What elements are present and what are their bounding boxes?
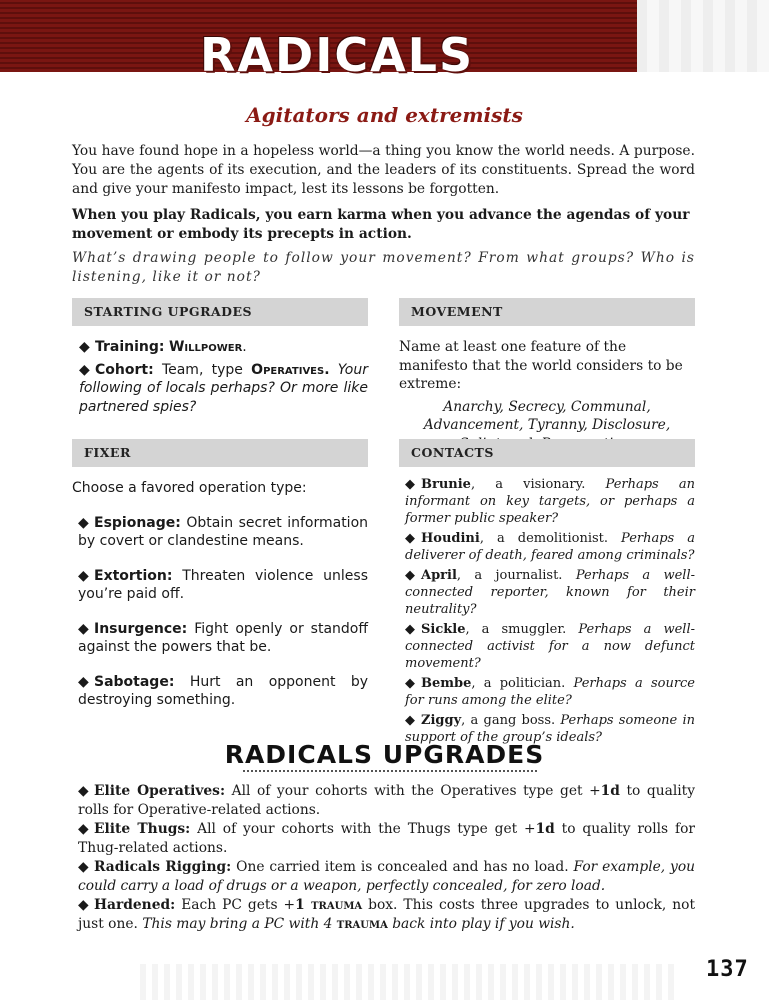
cohort-value: Operatives. — [251, 361, 330, 378]
diamond-bullet-icon: ◆ — [405, 676, 415, 691]
movement-text: Name at least one feature of the manifesto that the world considers to be extreme: — [399, 339, 683, 392]
diamond-bullet-icon: ◆ — [405, 477, 415, 492]
starting-upgrades-list — [79, 338, 368, 420]
diamond-bullet-icon: ◆ — [78, 673, 89, 690]
fixer-heading: FIXER — [72, 439, 368, 467]
diamond-bullet-icon: ◆ — [78, 620, 89, 637]
diamond-bullet-icon: ◆ — [78, 783, 89, 799]
diamond-bullet-icon: ◆ — [78, 859, 89, 875]
list-item: ◆ Sickle, a smuggler. Perhaps a well-connected activist for a now defunct movement? — [405, 622, 695, 671]
cohort-item — [79, 361, 368, 417]
starting-upgrades-heading: STARTING UPGRADES — [72, 298, 368, 326]
diamond-bullet-icon: ◆ — [405, 622, 415, 637]
training-value: Willpower — [168, 339, 243, 355]
cohort-text: Team, type — [161, 361, 243, 378]
cohort-note: Your following of locals perhaps? Or more like partnered spies? — [79, 361, 368, 415]
diamond-bullet-icon: ◆ — [78, 821, 89, 837]
diamond-bullet-icon: ◆ — [79, 361, 90, 378]
movement-options: Anarchy, Secrecy, Communal, Advancement, Tyranny, Disclosure, — [423, 398, 671, 433]
list-item: ◆ Radicals Rigging: One carried item is concealed and has no load. For example, you could carry a load of drugs or a weapon, perfectly concealed, for zero load. — [78, 859, 696, 894]
fixer-section — [72, 479, 368, 726]
list-item: ◆ Hardened: Each PC gets +1 trauma box. This costs three upgrades to unlock, not just one. This may bring a PC with 4 trauma back into play if you wish. — [78, 897, 695, 932]
diamond-bullet-icon: ◆ — [79, 339, 90, 355]
list-item: ◆ April, a journalist. Perhaps a well-connected reporter, known for their neutrality? — [405, 568, 696, 617]
cohort-label: Cohort: — [95, 361, 154, 378]
movement-heading: MOVEMENT — [399, 298, 695, 326]
diamond-bullet-icon: ◆ — [405, 531, 415, 546]
list-item: ◆ Espionage: Obtain secret information by covert or clandestine means. — [78, 514, 369, 549]
contacts-heading: CONTACTS — [399, 439, 695, 467]
prompt-question: What’s drawing people to follow your movement? From what groups? Who is listening, like it or not? — [72, 250, 695, 285]
page-number: 137 — [706, 957, 749, 982]
list-item: ◆ Elite Thugs: All of your cohorts with the Thugs type get +1d to quality rolls for Thug-related actions. — [78, 821, 695, 856]
upgrades-list — [78, 782, 695, 934]
diamond-bullet-icon: ◆ — [405, 713, 415, 728]
training-item: ◆ Training: Willpower. — [79, 339, 247, 355]
dotted-divider — [243, 770, 537, 772]
fixer-intro: Choose a favored operation type: — [72, 480, 307, 496]
diamond-bullet-icon: ◆ — [78, 567, 89, 584]
diamond-bullet-icon: ◆ — [78, 897, 89, 913]
list-item: ◆ Ziggy, a gang boss. Perhaps someone in support of the group’s ideals? — [405, 713, 695, 745]
fixer-items — [72, 514, 368, 710]
diamond-bullet-icon: ◆ — [78, 514, 89, 531]
upgrades-section-title: RADICALS UPGRADES — [224, 740, 545, 769]
list-item: ◆ Brunie, a visionary. Perhaps an informant on key targets, or perhaps a former public speaker? — [405, 477, 695, 526]
list-item: ◆ Houdini, a demolitionist. Perhaps a deliverer of death, feared among criminals? — [405, 531, 695, 563]
intro-paragraph: You have found hope in a hopeless world—a thing you know the world needs. A purpose. You are the agents of its execution, and the leaders of its constituents. Spread the word and give your manifesto impact, lest its lessons be forgotten. — [72, 143, 695, 197]
movement-section — [399, 338, 695, 453]
contacts-section — [405, 476, 695, 749]
list-item: ◆ Insurgence: Fight openly or standoff against the powers that be. — [78, 620, 368, 655]
page-subtitle: Agitators and extremists — [246, 103, 523, 127]
karma-rule: When you play Radicals, you earn karma when you advance the agendas of your movement or embody its precepts in action. — [72, 207, 690, 242]
training-label: Training: — [95, 339, 165, 355]
list-item: ◆ Elite Operatives: All of your cohorts with the Operatives type get +1d to quality rolls for Operative-related actions. — [78, 783, 695, 818]
list-item: ◆ Extortion: Threaten violence unless you’re paid off. — [78, 567, 368, 602]
footer-decoration — [140, 964, 680, 1000]
list-item: ◆ Bembe, a politician. Perhaps a source for runs among the elite? — [405, 676, 696, 708]
list-item: ◆ Sabotage: Hurt an opponent by destroying something. — [78, 673, 369, 708]
diamond-bullet-icon: ◆ — [405, 568, 415, 583]
banner-pattern — [637, 0, 769, 72]
page-title: RADICALS — [200, 28, 475, 82]
